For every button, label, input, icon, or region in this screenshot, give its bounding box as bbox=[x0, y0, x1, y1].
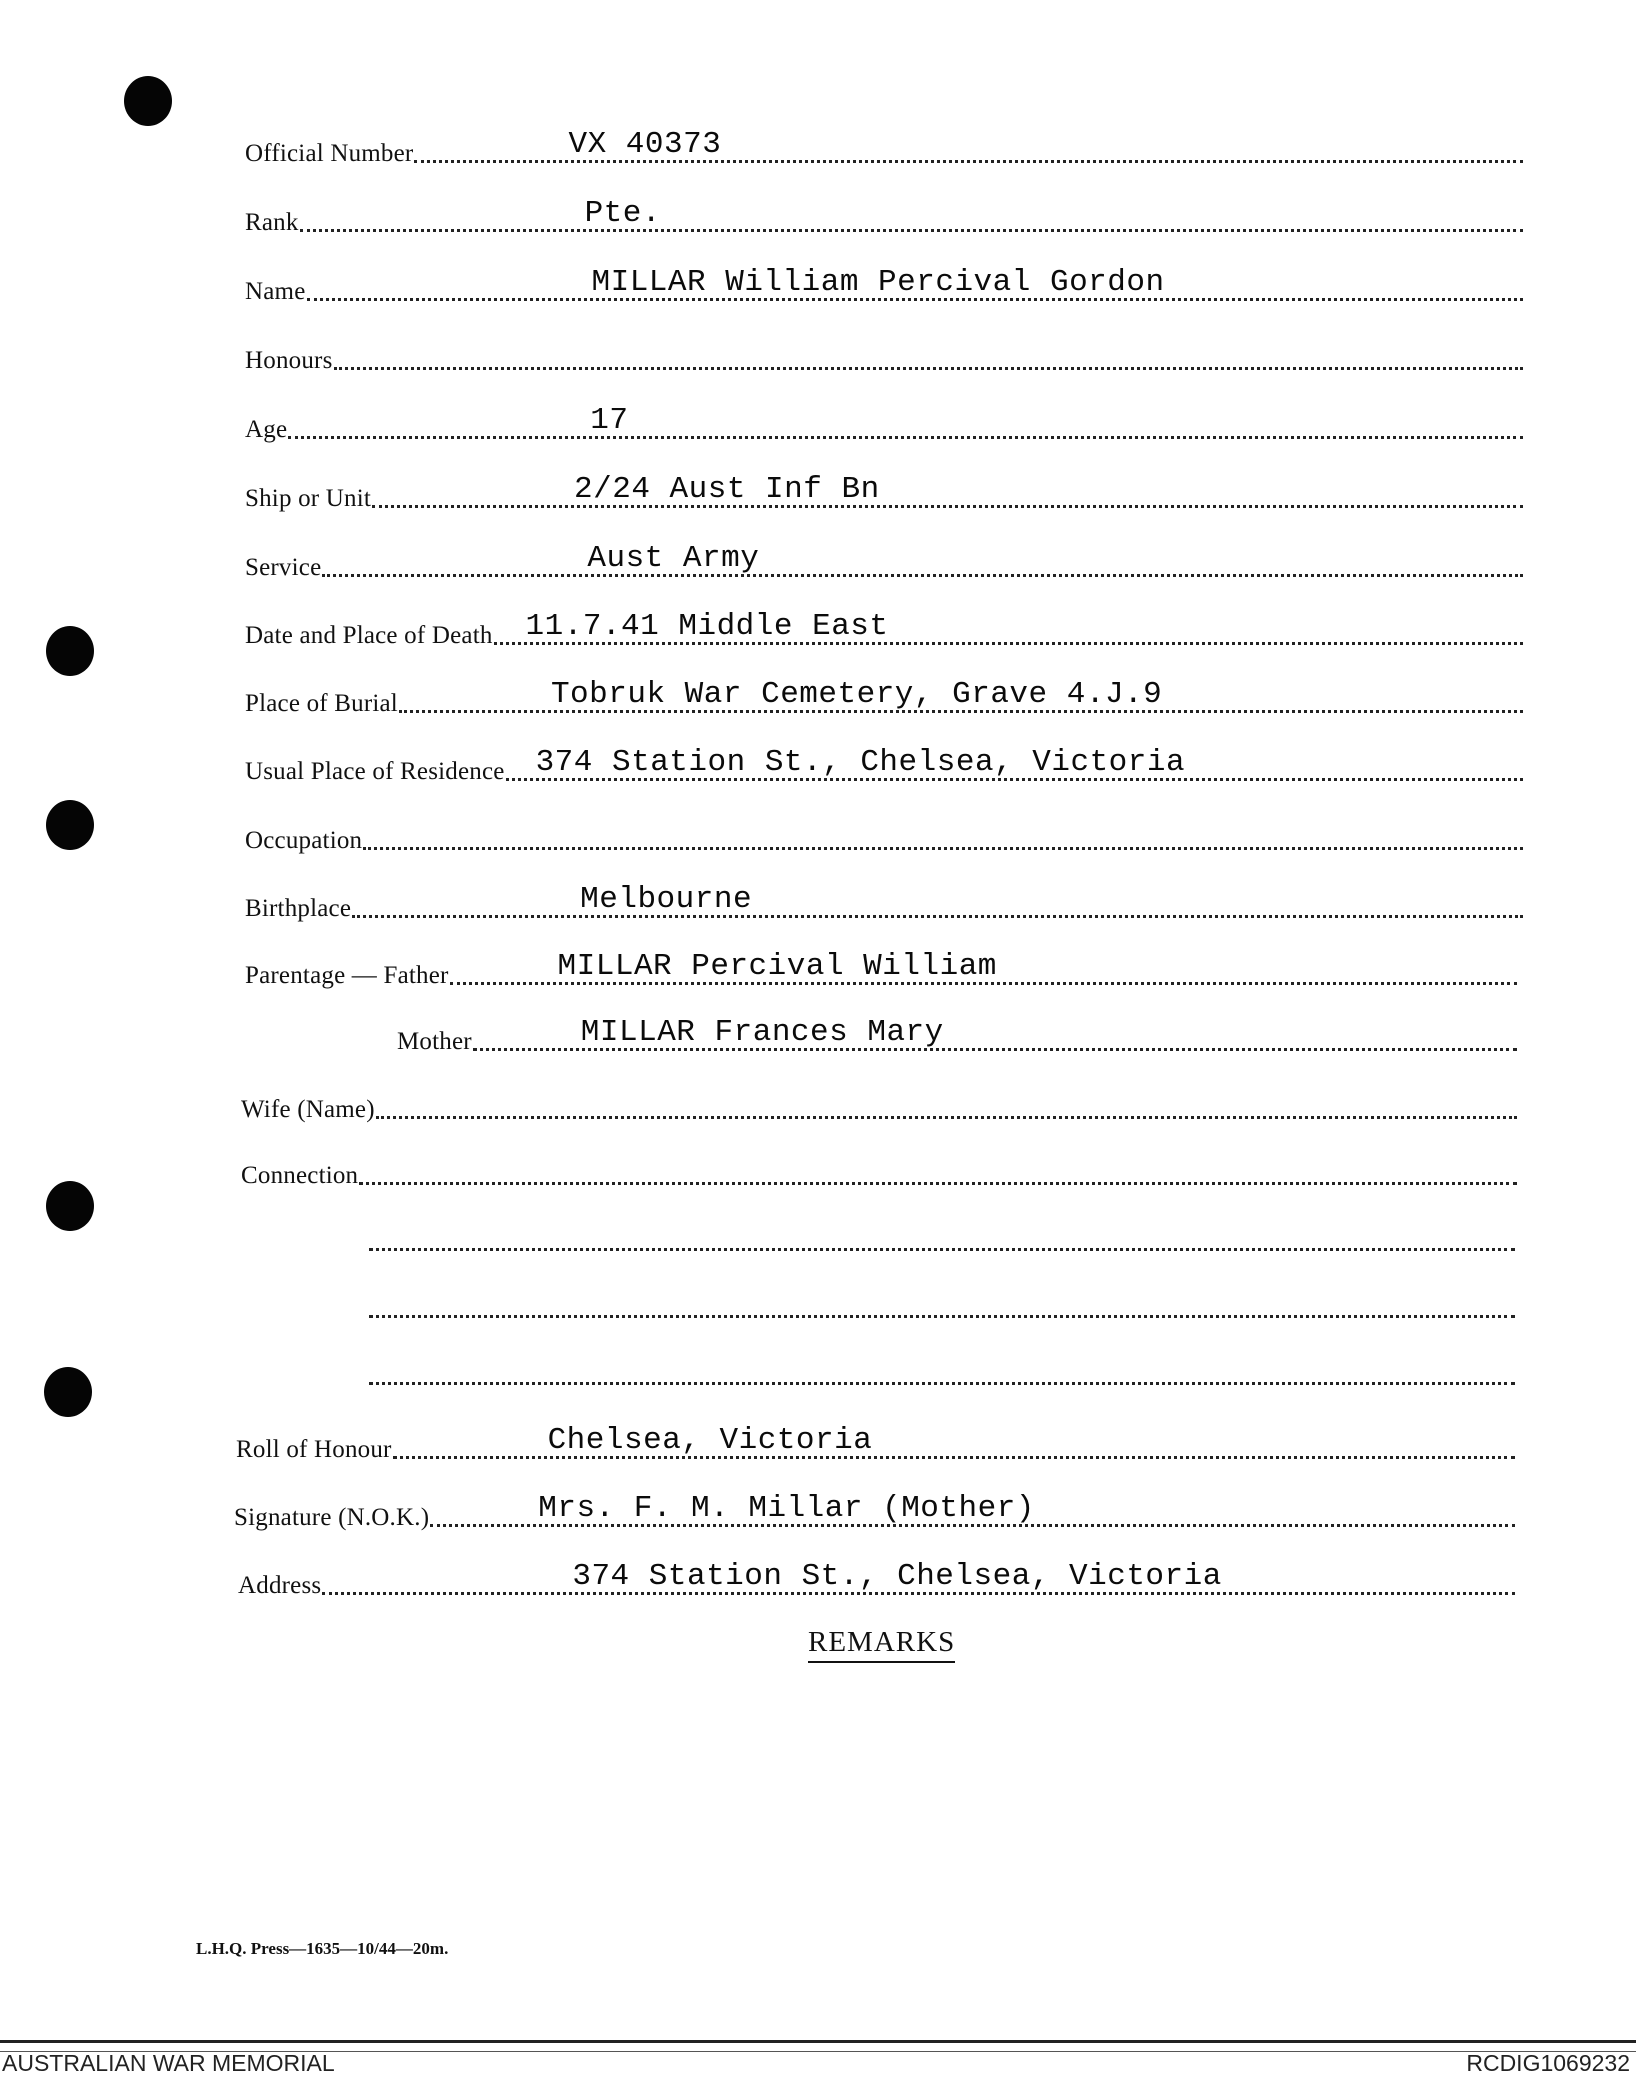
field-roll-of-honour bbox=[236, 1424, 1515, 1464]
field-label: Date and Place of Death bbox=[245, 622, 493, 649]
punch-hole-icon bbox=[46, 1181, 94, 1231]
field-birthplace bbox=[245, 883, 1523, 923]
field-usual-residence bbox=[245, 746, 1523, 786]
field-label: Honours bbox=[245, 347, 333, 374]
field-line bbox=[369, 1248, 1515, 1251]
field-value: MILLAR William Percival Gordon bbox=[591, 265, 1165, 300]
field-label: Usual Place of Residence bbox=[245, 758, 505, 785]
field-age bbox=[245, 404, 1523, 444]
field-line bbox=[352, 882, 1523, 918]
field-line bbox=[359, 1182, 1517, 1185]
field-value: 2/24 Aust Inf Bn bbox=[574, 472, 880, 507]
connection-extra-line bbox=[368, 1283, 1515, 1323]
field-line bbox=[399, 677, 1523, 713]
field-label: Birthplace bbox=[245, 895, 352, 922]
field-date-place-death bbox=[245, 610, 1523, 650]
field-connection bbox=[241, 1150, 1517, 1190]
field-line bbox=[393, 1423, 1515, 1459]
field-occupation bbox=[245, 815, 1523, 855]
punch-hole-icon bbox=[46, 626, 94, 676]
connection-extra-line bbox=[368, 1216, 1515, 1256]
field-ship-or-unit bbox=[245, 473, 1523, 513]
field-label: Signature (N.O.K.) bbox=[234, 1504, 430, 1531]
field-label: Place of Burial bbox=[245, 690, 398, 717]
field-label: Mother bbox=[397, 1028, 472, 1055]
field-value: 17 bbox=[590, 403, 629, 438]
field-father bbox=[245, 950, 1517, 990]
field-value: VX 40373 bbox=[568, 127, 722, 162]
field-line bbox=[334, 367, 1523, 370]
field-signature-nok bbox=[234, 1492, 1515, 1532]
field-label: Connection bbox=[241, 1162, 359, 1189]
field-label: Official Number bbox=[245, 140, 414, 167]
field-value: Melbourne bbox=[580, 882, 753, 917]
field-line bbox=[369, 1382, 1515, 1385]
field-service bbox=[245, 542, 1523, 582]
field-line bbox=[322, 541, 1523, 577]
field-address bbox=[238, 1560, 1515, 1600]
field-line bbox=[369, 1315, 1515, 1318]
field-honours bbox=[245, 335, 1523, 375]
field-value: 11.7.41 Middle East bbox=[525, 609, 889, 644]
punch-hole-icon bbox=[44, 1367, 92, 1417]
field-line bbox=[430, 1491, 1515, 1527]
field-line bbox=[288, 403, 1523, 439]
field-line bbox=[506, 745, 1523, 781]
field-label: Ship or Unit bbox=[245, 485, 372, 512]
field-label: Rank bbox=[245, 209, 299, 236]
field-label: Wife (Name) bbox=[241, 1096, 375, 1123]
field-value: MILLAR Percival William bbox=[557, 949, 997, 984]
field-official-number bbox=[245, 128, 1523, 168]
field-label: Parentage — Father bbox=[245, 962, 449, 989]
print-code: L.H.Q. Press—1635—10/44—20m. bbox=[196, 1939, 449, 1958]
field-line bbox=[473, 1015, 1517, 1051]
field-name bbox=[245, 266, 1523, 306]
archive-name: AUSTRALIAN WAR MEMORIAL bbox=[2, 2050, 335, 2076]
field-value: 374 Station St., Chelsea, Victoria bbox=[535, 745, 1186, 780]
field-label: Address bbox=[238, 1572, 322, 1599]
field-line bbox=[494, 609, 1523, 645]
connection-extra-line bbox=[368, 1350, 1515, 1390]
field-value: MILLAR Frances Mary bbox=[580, 1015, 944, 1050]
remarks-heading: REMARKS bbox=[808, 1626, 955, 1663]
punch-hole-icon bbox=[46, 800, 94, 850]
punch-hole-icon bbox=[124, 76, 172, 126]
field-line bbox=[300, 196, 1523, 232]
field-value: Aust Army bbox=[587, 541, 760, 576]
field-mother bbox=[397, 1016, 1517, 1056]
field-line bbox=[363, 847, 1523, 850]
field-value: Pte. bbox=[584, 196, 661, 231]
field-line bbox=[372, 472, 1523, 508]
field-wife-name bbox=[241, 1084, 1517, 1124]
field-line bbox=[450, 949, 1517, 985]
field-label: Occupation bbox=[245, 827, 363, 854]
field-rank bbox=[245, 197, 1523, 237]
field-label: Age bbox=[245, 416, 288, 443]
field-line bbox=[376, 1116, 1517, 1119]
field-value: Chelsea, Victoria bbox=[547, 1423, 873, 1458]
field-label: Roll of Honour bbox=[236, 1436, 392, 1463]
field-line bbox=[307, 265, 1524, 301]
field-value: 374 Station St., Chelsea, Victoria bbox=[572, 1559, 1222, 1594]
field-label: Name bbox=[245, 278, 306, 305]
field-line bbox=[322, 1559, 1515, 1595]
field-line bbox=[414, 127, 1523, 163]
field-value: Tobruk War Cemetery, Grave 4.J.9 bbox=[550, 677, 1163, 712]
field-label: Service bbox=[245, 554, 322, 581]
archive-id: RCDIG1069232 bbox=[1466, 2050, 1630, 2076]
field-place-of-burial bbox=[245, 678, 1523, 718]
field-value: Mrs. F. M. Millar (Mother) bbox=[538, 1491, 1035, 1526]
